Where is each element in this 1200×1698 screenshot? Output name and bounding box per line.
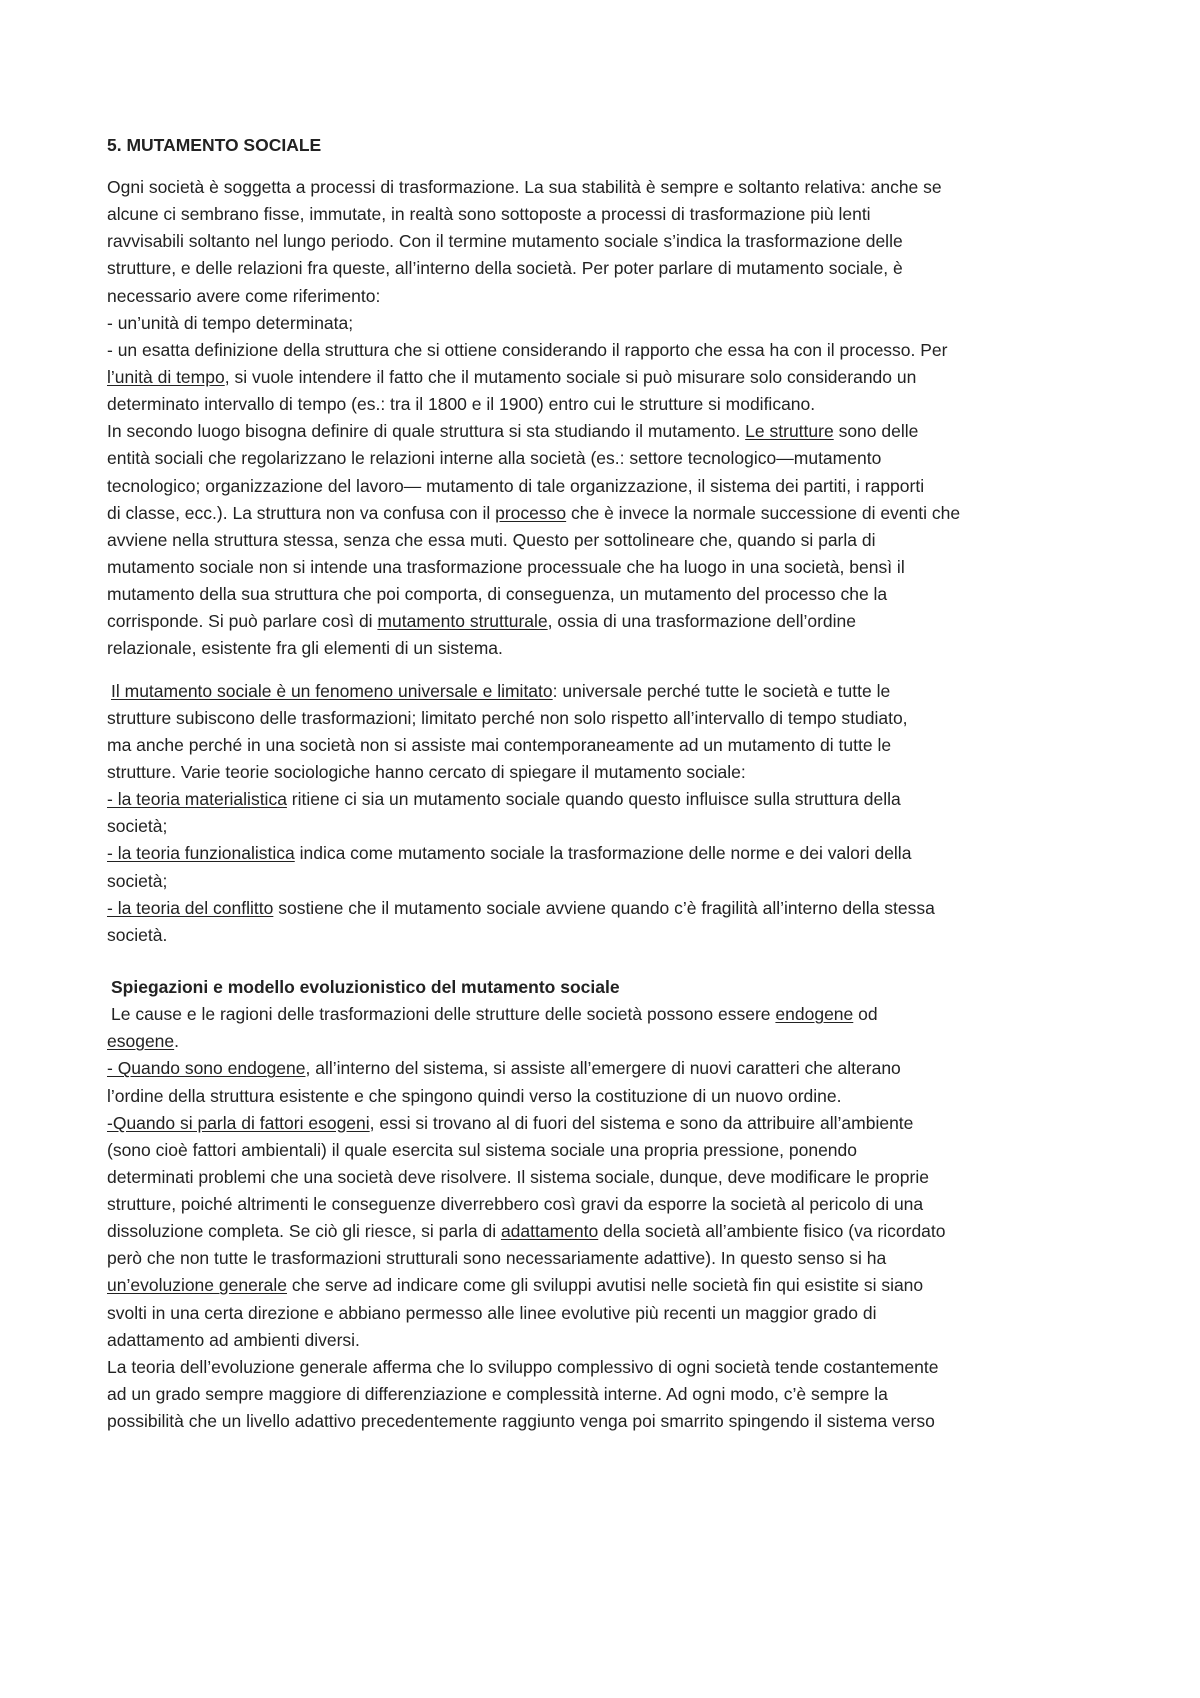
text-segment: della società all’ambiente fisico (va ricordato bbox=[598, 1221, 946, 1242]
text-segment: - un’unità di tempo determinata; bbox=[107, 312, 354, 333]
underlined-term: mutamento strutturale bbox=[377, 611, 548, 632]
text-segment: sostiene che il mutamento sociale avviene quando c’è fragilità all’interno della stessa bbox=[273, 897, 935, 918]
text-line bbox=[107, 201, 1187, 228]
text-segment: che serve ad indicare come gli sviluppi avutisi nelle società fin qui esistite si siano bbox=[287, 1275, 924, 1296]
text-segment: ravvisabili soltanto nel lungo periodo. Con il termine mutamento sociale s’indica la trasformazione delle bbox=[107, 231, 903, 252]
document-page bbox=[107, 132, 1187, 1435]
text-line bbox=[107, 635, 1187, 662]
text-segment: La teoria dell’evoluzione generale afferma che lo sviluppo complessivo di ogni società tende costantemente bbox=[107, 1356, 939, 1377]
text-segment: strutture. Varie teorie sociologiche hanno cercato di spiegare il mutamento sociale: bbox=[107, 761, 746, 782]
text-segment: Le cause e le ragioni delle trasformazioni delle strutture delle società possono essere bbox=[111, 1004, 776, 1025]
text-line bbox=[107, 283, 1187, 310]
text-segment: società; bbox=[107, 870, 168, 891]
text-line bbox=[107, 581, 1187, 608]
text-segment: società; bbox=[107, 816, 168, 837]
subsection-heading: Spiegazioni e modello evoluzionistico del mutamento sociale bbox=[111, 976, 620, 997]
text-segment: (sono cioè fattori ambientali) il quale esercita sul sistema sociale una propria pressione, ponendo bbox=[107, 1139, 857, 1160]
text-line bbox=[107, 1218, 1187, 1245]
text-segment: ad un grado sempre maggiore di differenziazione e complessità interne. Ad ogni modo, c’è sempre la bbox=[107, 1384, 888, 1405]
text-line bbox=[107, 391, 1187, 418]
text-line bbox=[107, 1055, 1187, 1082]
text-line bbox=[107, 1028, 1187, 1055]
text-segment: ritiene ci sia un mutamento sociale quando questo influisce sulla struttura della bbox=[286, 789, 901, 810]
text-segment: ma anche perché in una società non si assiste mai contemporaneamente ad un mutamento di tutte le bbox=[107, 734, 892, 755]
text-line bbox=[107, 527, 1187, 554]
text-segment: determinati problemi che una società deve risolvere. Il sistema sociale, dunque, deve modificare le proprie bbox=[107, 1166, 929, 1187]
text-segment: alcune ci sembrano fisse, immutate, in realtà sono sottoposte a processi di trasformazione più lenti bbox=[107, 204, 871, 225]
text-segment: , essi si trovano al di fuori del sistema e sono da attribuire all’ambiente bbox=[369, 1112, 914, 1133]
text-line bbox=[107, 418, 1187, 445]
text-line bbox=[107, 786, 1187, 813]
text-line bbox=[107, 500, 1187, 527]
text-segment: , si vuole intendere il fatto che il mutamento sociale si può misurare solo considerando un bbox=[224, 366, 917, 387]
underlined-term: - la teoria materialistica bbox=[107, 789, 287, 810]
underlined-term: - la teoria del conflitto bbox=[107, 897, 274, 918]
text-line bbox=[107, 1137, 1187, 1164]
text-line bbox=[107, 1001, 1187, 1028]
text-segment: avviene nella struttura stessa, senza che essa muti. Questo per sottolineare che, quando si parla di bbox=[107, 529, 876, 550]
text-segment: necessario avere come riferimento: bbox=[107, 285, 381, 306]
text-line bbox=[107, 705, 1187, 732]
text-line bbox=[107, 1354, 1187, 1381]
text-line bbox=[107, 1110, 1187, 1137]
text-segment: l’ordine della struttura esistente e che spingono quindi verso la costituzione di un nuovo ordine. bbox=[107, 1085, 842, 1106]
text-segment: indica come mutamento sociale la trasformazione delle norme e dei valori della bbox=[294, 843, 912, 864]
text-line bbox=[107, 337, 1187, 364]
underlined-term: adattamento bbox=[500, 1221, 599, 1242]
text-line bbox=[107, 922, 1187, 949]
underlined-term: Le strutture bbox=[745, 421, 834, 442]
section-title: 5. MUTAMENTO SOCIALE bbox=[107, 135, 322, 155]
text-line bbox=[107, 310, 1187, 337]
text-segment: - un esatta definizione della struttura che si ottiene considerando il rapporto che essa ha con il processo. Per bbox=[107, 339, 948, 360]
text-segment: adattamento ad ambienti diversi. bbox=[107, 1329, 360, 1350]
text-line bbox=[107, 255, 1187, 282]
text-segment: strutture, poiché altrimenti le conseguenze diverrebbero così gravi da esporre la società al pericolo di una bbox=[107, 1194, 924, 1215]
text-segment: , ossia di una trasformazione dell’ordine bbox=[547, 611, 857, 632]
text-line bbox=[107, 1272, 1187, 1299]
text-line bbox=[107, 554, 1187, 581]
text-segment: possibilità che un livello adattivo precedentemente raggiunto venga poi smarrito spingendo il sistema verso bbox=[107, 1411, 935, 1432]
text-segment: entità sociali che regolarizzano le relazioni interne alla società (es.: settore tecnologico—mutamento bbox=[107, 448, 882, 469]
text-line bbox=[107, 1300, 1187, 1327]
text-line bbox=[107, 608, 1187, 635]
underlined-term: -Quando si parla di fattori esogeni bbox=[107, 1112, 370, 1133]
text-segment: mutamento sociale non si intende una trasformazione processuale che ha luogo in una società, bensì il bbox=[107, 556, 905, 577]
underlined-term: endogene bbox=[775, 1004, 854, 1025]
text-line bbox=[107, 364, 1187, 391]
underlined-term: un’evoluzione generale bbox=[107, 1275, 287, 1296]
text-segment: In secondo luogo bisogna definire di quale struttura si sta studiando il mutamento. bbox=[107, 421, 746, 442]
text-line bbox=[107, 1083, 1187, 1110]
text-segment: od bbox=[853, 1004, 878, 1025]
text-segment: . bbox=[174, 1031, 180, 1052]
underlined-term: processo bbox=[495, 502, 567, 523]
text-line bbox=[107, 1327, 1187, 1354]
text-segment: strutture subiscono delle trasformazioni; limitato perché non solo rispetto all’intervallo di tempo studiato, bbox=[107, 707, 908, 728]
text-line bbox=[107, 174, 1187, 201]
text-segment: Ogni società è soggetta a processi di trasformazione. La sua stabilità è sempre e soltanto relativa: anche se bbox=[107, 177, 942, 197]
text-line bbox=[107, 473, 1187, 500]
text-line bbox=[107, 1164, 1187, 1191]
underlined-term: Il mutamento sociale è un fenomeno universale e limitato bbox=[111, 680, 553, 701]
text-segment: che è invece la normale successione di eventi che bbox=[566, 502, 961, 523]
text-line bbox=[107, 895, 1187, 922]
text-segment: svolti in una certa direzione e abbiano permesso alle linee evolutive più recenti un maggior grado di bbox=[107, 1302, 877, 1323]
text-line bbox=[107, 678, 1187, 705]
text-line bbox=[107, 445, 1187, 472]
paragraph-evolution bbox=[107, 1001, 1187, 1435]
text-segment: società. bbox=[107, 924, 168, 945]
text-segment: corrisponde. Si può parlare così di bbox=[107, 611, 378, 632]
paragraph-intro bbox=[107, 174, 1187, 663]
text-segment: tecnologico; organizzazione del lavoro— mutamento di tale organizzazione, il sistema dei partiti, i rapporti bbox=[107, 475, 925, 496]
text-segment: però che non tutte le trasformazioni strutturali sono necessariamente adattive). In questo senso si ha bbox=[107, 1248, 887, 1269]
text-line bbox=[107, 732, 1187, 759]
text-line bbox=[107, 840, 1187, 867]
text-line bbox=[107, 868, 1187, 895]
text-line bbox=[107, 1191, 1187, 1218]
text-segment: , all’interno del sistema, si assiste all’emergere di nuovi caratteri che alterano bbox=[305, 1058, 901, 1079]
text-segment: mutamento della sua struttura che poi comporta, di conseguenza, un mutamento del processo che la bbox=[107, 584, 888, 605]
text-segment: dissoluzione completa. Se ciò gli riesce, si parla di bbox=[107, 1221, 501, 1242]
text-segment: strutture, e delle relazioni fra queste, all’interno della società. Per poter parlare di mutamento sociale, è bbox=[107, 258, 903, 279]
text-line bbox=[107, 813, 1187, 840]
text-segment: di classe, ecc.). La struttura non va confusa con il bbox=[107, 502, 496, 523]
text-segment: sono delle bbox=[833, 421, 919, 442]
text-line bbox=[107, 228, 1187, 255]
text-segment: relazionale, esistente fra gli elementi di un sistema. bbox=[107, 638, 503, 659]
underlined-term: - la teoria funzionalistica bbox=[107, 843, 295, 864]
text-segment: determinato intervallo di tempo (es.: tra il 1800 e il 1900) entro cui le strutture si modificano. bbox=[107, 394, 816, 415]
text-line bbox=[107, 1381, 1187, 1408]
text-segment: : universale perché tutte le società e tutte le bbox=[552, 680, 891, 701]
underlined-term: l’unità di tempo bbox=[107, 366, 225, 387]
paragraph-theories bbox=[107, 678, 1187, 949]
text-line bbox=[107, 1408, 1187, 1435]
underlined-term: - Quando sono endogene bbox=[107, 1058, 306, 1079]
text-line bbox=[107, 759, 1187, 786]
underlined-term: esogene bbox=[107, 1031, 175, 1052]
text-line bbox=[107, 1245, 1187, 1272]
